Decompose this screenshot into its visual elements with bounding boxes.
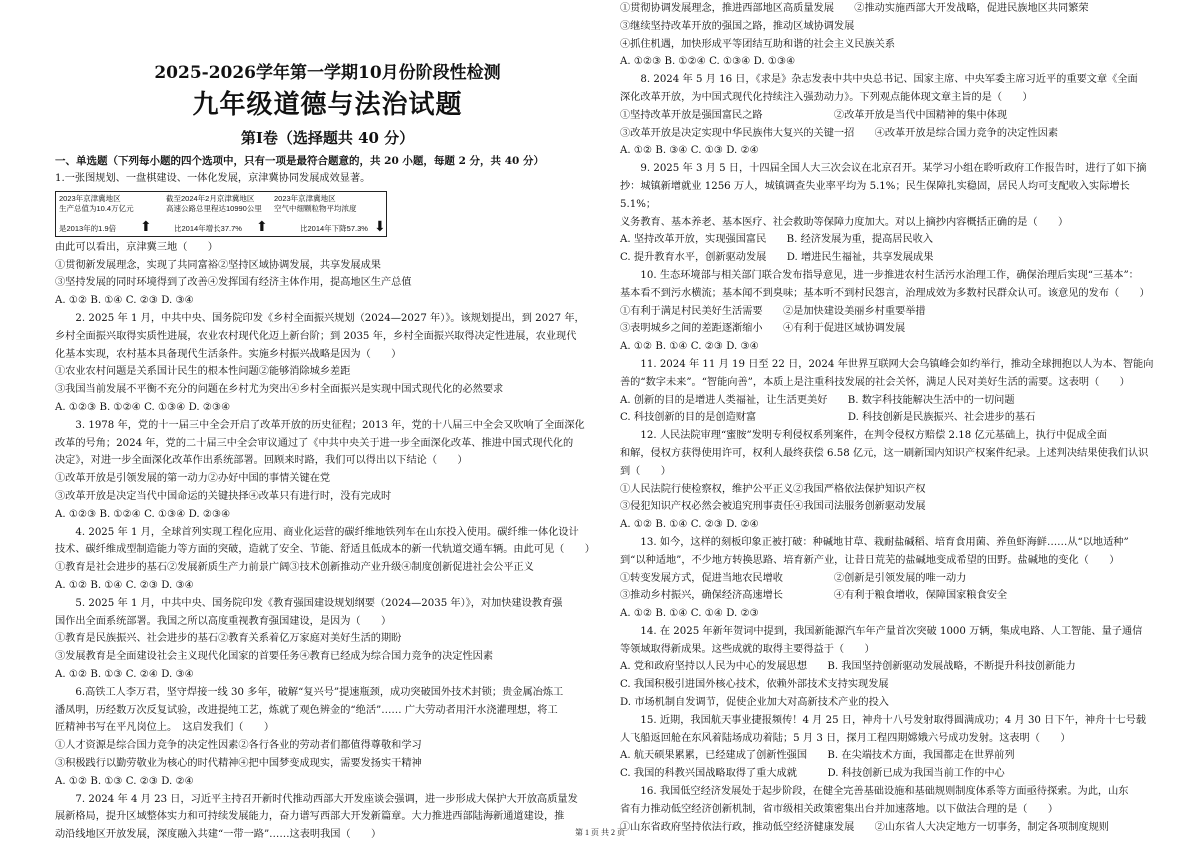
question-line: 12. 人民法院审理“蜜胺”发明专利侵权系列案件，在判令侵权方赔偿 2.18 亿元基础上，执行中促成全面 — [640, 430, 1107, 442]
question-option: ①农业农村问题是关系国计民生的根本性问题②能够消除城乡差距 — [55, 366, 351, 378]
answer-choices: A. ①② B. ③④ C. ①③ D. ②④ — [620, 145, 759, 157]
question-line: 16. 我国低空经济发展处于起步阶段，在健全完善基础设施和基础规则制度体系等方面亟待探索。为此，山东 — [640, 786, 1129, 798]
question-option: ③改革开放是决定当代中国命运的关键抉择④改革只有进行时，没有完成时 — [55, 490, 392, 502]
answer-choices: A. ①② B. ①③ C. ②④ D. ③④ — [55, 668, 194, 680]
question-line: 5. 2025 年 1 月，中共中央、国务院印发《教育强国建设规划纲要（2024—2035 年）》，对加快建设教育强 — [75, 597, 563, 609]
question-line: 人飞船返回舱在东风着陆场成功着陆；5 月 3 日，探月工程四期嫦娥六号成功发射。这表明（ ） — [620, 732, 1071, 744]
question-line: 到“以种适地”，不少地方转换思路、培育新产业，让昔日荒芜的盐碱地变成希望的田野。盐碱地的变化（ ） — [620, 554, 1120, 566]
answer-choices: A. 航天硕果累累，已经建成了创新性强国 B. 在尖端技术方面，我国都走在世界前列 — [620, 750, 1015, 762]
question-line: 6.高铁工人李万君，坚守焊接一线 30 多年，破解“复兴号”提速瓶颈，成功突破国外技术封锁；贵金属冶炼工 — [75, 686, 564, 698]
question-line: 2. 2025 年 1 月，中共中央、国务院印发《乡村全面振兴规划（2024—2027 年）》。该规划提出，到 2027 年， — [75, 312, 585, 324]
question-option: ③侵犯知识产权必然会被追究刑事责任④我国司法服务创新驱动发展 — [620, 501, 926, 513]
question-option: ①山东省政府坚持依法行政，推动低空经济健康发展 ②山东省人大决定地方一切事务，制定各项制度规则 — [620, 821, 1109, 833]
question-line: 动沿线地区开放发展，深度融入共建“一带一路”……这表明我国（ ） — [55, 829, 382, 841]
answer-choices: C. 提升教育水平，创新驱动发展 D. 增进民生福祉，共享发展成果 — [620, 252, 934, 264]
answer-choices: A. ①② B. ①④ C. ①④ D. ②③ — [620, 608, 759, 620]
page-footer: 第 1 页 共 2 页 — [575, 828, 625, 837]
question-line: 9. 2025 年 3 月 5 日，十四届全国人大三次会议在北京召开。某学习小组在聆听政府工作报告时，进行了如下摘 — [640, 163, 1147, 175]
question-line: 乡村全面振兴取得实质性进展，农业农村现代化迈上新台阶；到 2035 年，乡村全面振兴取得决定性进展，农业现代 — [55, 330, 577, 342]
question-1-stem: 1.一张图规划、一盘棋建设、一体化发展，京津冀协同发展成效显著。 — [55, 173, 371, 184]
question-option: ③坚持发展的同时环境得到了改善④发挥国有经济主体作用，提高地区生产总值 — [55, 277, 412, 289]
answer-choices: C. 我国的科教兴国战略取得了重大成就 D. 科技创新已成为我国当前工作的中心 — [620, 768, 1005, 780]
question-line: 基本看不到污水横流；基本闻不到臭味；基本听不到村民怨言，治理成效为多数村民群众认可。该意见的发布（ ） — [620, 287, 1150, 299]
answer-choices: A. 坚持改革开放，实现强国富民 B. 经济发展为重，提高居民收入 — [620, 234, 934, 246]
exam-title-part: 第Ⅰ卷（选择题共 40 分） — [240, 129, 415, 147]
question-line: 匠精神书写在平凡岗位上。 这启发我们（ ） — [55, 722, 275, 734]
table-highway-change: 比2014年增长37.7% — [174, 223, 242, 233]
question-line: 省有力推动低空经济创新机制，省市级相关政策密集出台并加速落地。以下做法合理的是（ ） — [620, 803, 1059, 815]
question-line: 抄：城镇新增就业 1256 万人，城镇调查失业率平均为 5.1%；民生保障扎实稳固，居民人均可支配收入实际增长 5.1%； — [620, 180, 1130, 210]
question-option: ①坚持改革开放是强国富民之路 ②改革开放是当代中国精神的集中体现 — [620, 109, 1008, 121]
right-column — [620, 0, 1165, 836]
table-gdp-change: 是2013年的1.9倍 — [59, 223, 117, 233]
question-option: ①人民法院行使检察权，维护公平正义②我国严格依法保护知识产权 — [620, 483, 926, 495]
question-option: ③表明城乡之间的差距逐渐缩小 ④有利于促进区域协调发展 — [620, 323, 906, 335]
question-line: 8. 2024 年 5 月 16 日，《求是》杂志发表中共中央总书记、国家主席、中央军委主席习近平的重要文章《全面 — [640, 74, 1138, 86]
question-line: 15. 近期，我国航天事业捷报频传！4 月 25 日，神舟十八号发射取得圆满成功；4 月 30 日下午，神舟十七号载 — [640, 714, 1147, 726]
question-line: 和解，侵权方获得使用许可，权利人最终获偿 6.58 亿元，这一刷新国内知识产权案件纪录。上述判决结果使我们认识 — [620, 447, 1149, 459]
up-arrow-icon: ⬆ — [140, 217, 152, 234]
question-option: ①教育是民族振兴、社会进步的基石②教育关系着亿万家庭对美好生活的期盼 — [55, 633, 402, 645]
question-option: ③发展教育是全面建设社会主义现代化国家的首要任务④教育已经成为综合国力竞争的决定性因素 — [55, 651, 494, 663]
table-cell-air: 2023年京津冀地区 空气中细颗粒物平均浓度 — [274, 193, 357, 213]
question-option: ①贯彻协调发展理念，推进西部地区高质量发展 ②推动实施西部大开发战略，促进民族地区共同繁荣 — [620, 3, 1089, 14]
question-line: 14. 在 2025 年新年贺词中提到，我国新能源汽车年产量首次突破 1000 万辆，集成电路、人工智能、量子通信 — [640, 625, 1143, 637]
table-cell-highway: 截至2024年2月京津冀地区 高速公路总里程达10990公里 — [166, 193, 262, 213]
question-line: 3. 1978 年，党的十一届三中全会开启了改革开放的历史征程；2013 年，党的十八届三中全会又吹响了全面深化 — [75, 419, 585, 431]
data-table-jingjinji — [55, 191, 387, 237]
section-heading: 一、单选题（下列每小题的四个选项中，只有一项是最符合题意的，共 20 小题，每题 2 分，共 40 分） — [55, 155, 544, 167]
left-question-lines — [55, 239, 600, 844]
question-option: ③积极践行以勤劳敬业为核心的时代精神④把中国梦变成现实，需要发扬实干精神 — [55, 757, 422, 769]
answer-choices: A. ①②③ B. ①②④ C. ①③④ D. ②③④ — [55, 401, 231, 413]
question-line: 化基本实现，农村基本具备现代生活条件。实施乡村振兴战略是因为（ ） — [55, 348, 402, 360]
answer-choices: A. ①② B. ①④ C. ②③ D. ③④ — [55, 295, 194, 307]
up-arrow-icon: ⬆ — [256, 217, 268, 234]
question-line: 到（ ） — [620, 465, 671, 477]
answer-choices: A. 党和政府坚持以人民为中心的发展思想 B. 我国坚持创新驱动发展战略，不断提升科技创新能力 — [620, 661, 1076, 673]
question-line: 等领域取得新成果。这些成就的取得主要得益于（ ） — [620, 643, 875, 655]
down-arrow-icon: ⬇ — [374, 217, 386, 234]
question-line: 改革的号角；2024 年，党的二十届三中全会审议通过了《中共中央关于进一步全面深化改革、推进中国式现代化的 — [55, 437, 574, 449]
question-option: ①贯彻新发展理念，实现了共同富裕②坚持区域协调发展，共享发展成果 — [55, 259, 381, 271]
answer-choices: C. 我国积极引进国外核心技术，依赖外部技术支持实现发展 — [620, 679, 889, 691]
question-line: 10. 生态环境部与相关部门联合发布指导意见，进一步推进农村生活污水治理工作，确保治理后实现“三基本”： — [640, 269, 1139, 281]
question-line: 善的“数字未来”。“智能向善”，本质上是注重科技发展的社会关怀，满足人民对美好生活的需要。这表明（ ） — [620, 376, 1130, 388]
answer-choices: D. 市场机制自发调节，促使企业加大对高新技术产业的投入 — [620, 697, 889, 709]
question-option: ③改革开放是决定实现中华民族伟大复兴的关键一招 ④改革开放是综合国力竞争的决定性因素 — [620, 127, 1059, 139]
question-line: 展新格局，提升区域整体实力和可持续发展能力，奋力谱写西部大开发新篇章。大力推进西部陆海新通道建设，推 — [55, 811, 565, 823]
question-line: 13. 如今，这样的刻板印象正被打破：种碱地甘草、栽耐盐碱稻、培育食用菌、养鱼虾海鲜……从“以地适种” — [640, 536, 1129, 548]
answer-choices: A. ①②③ B. ①②④ C. ①③④ D. ①③④ — [620, 56, 796, 68]
question-line: 7. 2024 年 4 月 23 日，习近平主持召开新时代推动西部大开发座谈会强调，进一步形成大保护大开放高质量发 — [75, 793, 578, 805]
question-line: 深化改革开放，为中国式现代化持续注入强劲动力》。下列观点能体现文章主旨的是（ ） — [620, 91, 1033, 103]
answer-choices: C. 科技创新的目的是创造财富 D. 科技创新是民族振兴、社会进步的基石 — [620, 412, 1036, 424]
exam-title-term: 2025-2026学年第一学期10月份阶段性检测 — [154, 63, 501, 83]
question-option: ③继续坚持改革开放的强国之路，推动区域协调发展 — [620, 20, 855, 32]
question-line: 潘凤明，历经数万次反复试验，改进提纯工艺，炼就了观色辨金的“绝活”…… 广大劳动者用汗水浇灌理想，将工 — [55, 704, 558, 716]
question-line: 义务教育、基本养老、基本医疗、社会救助等保障力度加大。对以上摘抄内容概括正确的是（ ） — [620, 216, 1069, 228]
question-line: 决定》，对进一步全面深化改革作出系统部署。回顾来时路，我们可以得出以下结论（ ） — [55, 455, 468, 467]
question-option: ①转变发展方式，促进当地农民增收 ②创新是引领发展的唯一动力 — [620, 572, 967, 584]
answer-choices: A. ①② B. ①④ C. ②③ D. ③④ — [55, 579, 194, 591]
question-line: 11. 2024 年 11 月 19 日至 22 日，2024 年世界互联网大会乌镇峰会如约举行，推动全球拥抱以人为本、智能向 — [640, 358, 1154, 370]
question-option: ①人才资源是综合国力竞争的决定性因素②各行各业的劳动者们都值得尊敬和学习 — [55, 740, 422, 752]
table-cell-gdp: 2023年京津冀地区 生产总值为10.4万亿元 — [59, 193, 134, 213]
answer-choices: A. ①②③ B. ①②④ C. ①③④ D. ②③④ — [55, 508, 231, 520]
question-option: ④抓住机遇，加快形成平等团结互助和谐的社会主义民族关系 — [620, 38, 896, 50]
answer-choices: A. ①② B. ①④ C. ②③ D. ③④ — [620, 341, 759, 353]
question-line: 4. 2025 年 1 月，全球首列实现工程化应用、商业化运营的碳纤维地铁列车在山东投入使用。碳纤维一体化设计 — [75, 526, 579, 538]
table-air-change: 比2014年下降57.3% — [300, 223, 368, 233]
question-option: ③推动乡村振兴，确保经济高速增长 ④有利于粮食增收，保障国家粮食安全 — [620, 590, 1008, 602]
question-option: ①教育是社会进步的基石②发展新质生产力前景广阔③技术创新推动产业升级④制度创新促进社会公平正义 — [55, 562, 534, 574]
question-option: ①改革开放是引领发展的第一动力②办好中国的事情关键在党 — [55, 473, 331, 485]
answer-choices: A. 创新的目的是增进人类福祉，让生活更美好 B. 数字科技能解决生活中的一切问题 — [620, 394, 1015, 406]
answer-choices: A. ①② B. ①④ C. ②③ D. ②④ — [620, 519, 759, 531]
question-option: ①有利于满足村民美好生活需要 ②是加快建设美丽乡村重要举措 — [620, 305, 926, 317]
question-line: 技术、碳纤维成型制造能力等方面的突破，造就了安全、节能、舒适且低成本的新一代轨道交通车辆。由此可见（ ） — [55, 544, 595, 556]
answer-choices: A. ①② B. ①③ C. ②③ D. ②④ — [55, 775, 194, 787]
question-line: 国作出全面系统部署。我国之所以高度重视教育强国建设，是因为（ ） — [55, 615, 392, 627]
question-option: ③我国当前发展不平衡不充分的问题在乡村尤为突出④乡村全面振兴是实现中国式现代化的必然要求 — [55, 384, 504, 396]
question-line: 由此可以看出，京津冀三地（ ） — [55, 241, 218, 253]
left-column — [55, 62, 600, 844]
exam-title-subject: 九年级道德与法治试题 — [192, 90, 463, 120]
